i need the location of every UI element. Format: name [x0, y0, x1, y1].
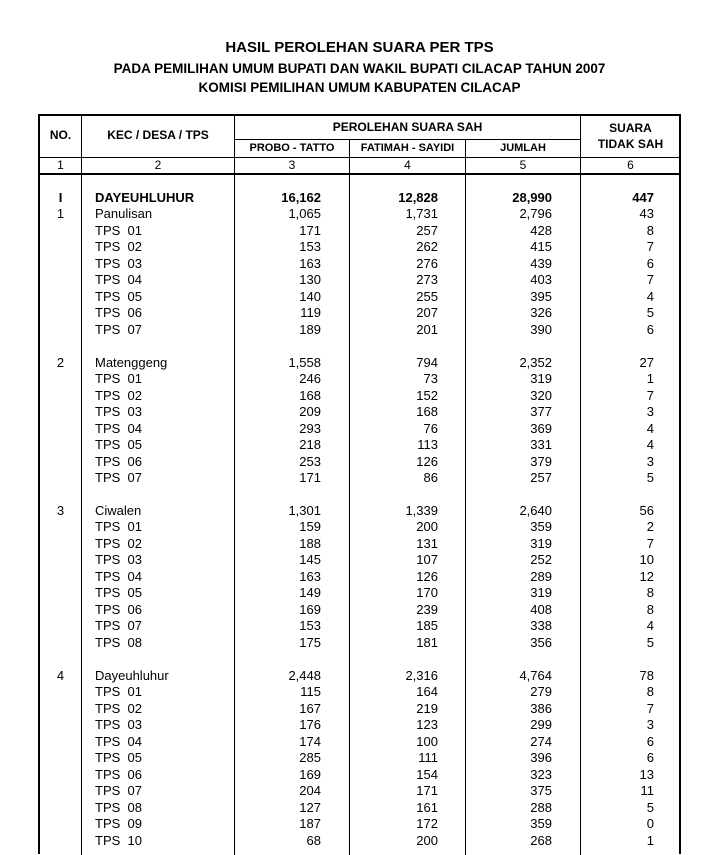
row-fatimah-sayidi: 126: [416, 568, 438, 584]
row-probo-tatto: 167: [299, 700, 321, 716]
row-name: TPS 10: [95, 832, 142, 848]
row-name: TPS 05: [95, 585, 142, 601]
row-name: TPS 07: [95, 321, 142, 337]
row-jumlah: 359: [530, 519, 552, 535]
row-tidak-sah: 5: [646, 470, 654, 486]
row-jumlah: 279: [530, 684, 552, 700]
row-no: 3: [56, 503, 65, 518]
row-no: [40, 272, 81, 289]
row-name: TPS 03: [95, 552, 142, 568]
row-tidak-sah: 8: [646, 585, 654, 601]
row-jumlah: 408: [530, 601, 552, 617]
row-name: TPS 08: [95, 799, 142, 815]
row-jumlah: 338: [530, 618, 552, 634]
row-tidak-sah: 3: [646, 404, 654, 420]
row-jumlah: 403: [530, 272, 552, 288]
row-fatimah-sayidi: 111: [418, 750, 438, 766]
row-fatimah-sayidi: 154: [416, 766, 438, 782]
row-name: Matenggeng: [95, 355, 168, 370]
row-tidak-sah: 6: [646, 733, 654, 749]
row-no: [40, 223, 81, 240]
row-tidak-sah: 5: [646, 799, 654, 815]
row-fatimah-sayidi: 200: [416, 832, 438, 848]
row-probo-tatto: 163: [299, 568, 321, 584]
row-tidak-sah: 3: [646, 453, 654, 469]
row-name: TPS 06: [95, 601, 142, 617]
row-no: [40, 585, 81, 602]
row-no: 1: [56, 206, 65, 222]
row-no: [40, 783, 81, 800]
row-jumlah: 369: [530, 420, 552, 436]
row-tidak-sah: 4: [646, 618, 654, 634]
row-fatimah-sayidi: 794: [416, 355, 438, 370]
row-name: Dayeuhluhur: [95, 668, 169, 683]
colnum: 3: [288, 158, 296, 172]
row-tidak-sah: 4: [646, 437, 654, 453]
row-jumlah: 390: [530, 321, 552, 337]
row-tidak-sah: 4: [646, 288, 654, 304]
row-probo-tatto: 218: [299, 437, 321, 453]
row-jumlah: 356: [530, 634, 552, 650]
row-no: [40, 454, 81, 471]
row-jumlah: 386: [530, 700, 552, 716]
row-fatimah-sayidi: 168: [416, 404, 438, 420]
row-jumlah: 415: [530, 239, 552, 255]
row-no: [40, 701, 81, 718]
row-fatimah-sayidi: 255: [416, 288, 438, 304]
row-fatimah-sayidi: 86: [423, 470, 438, 486]
row-probo-tatto: 174: [299, 733, 321, 749]
row-jumlah: 257: [530, 470, 552, 486]
row-probo-tatto: 153: [299, 618, 321, 634]
row-no: [40, 305, 81, 322]
row-probo-tatto: 171: [299, 222, 321, 238]
row-no: [40, 717, 81, 734]
row-probo-tatto: 149: [299, 585, 321, 601]
colnum-line: [39, 173, 680, 175]
row-probo-tatto: 1,558: [288, 355, 321, 370]
row-fatimah-sayidi: 201: [416, 321, 438, 337]
row-fatimah-sayidi: 219: [416, 700, 438, 716]
row-no: [40, 816, 81, 833]
row-fatimah-sayidi: 273: [416, 272, 438, 288]
row-name: Ciwalen: [95, 503, 142, 518]
row-tidak-sah: 0: [646, 816, 654, 832]
row-probo-tatto: 293: [299, 420, 321, 436]
row-no: [40, 618, 81, 635]
row-no: [40, 552, 81, 569]
title-line-1: HASIL PEROLEHAN SUARA PER TPS: [225, 39, 494, 56]
row-probo-tatto: 145: [299, 552, 321, 568]
row-fatimah-sayidi: 100: [416, 733, 438, 749]
row-fatimah-sayidi: 2,316: [405, 668, 438, 683]
row-name: TPS 04: [95, 272, 142, 288]
row-name: TPS 06: [95, 766, 142, 782]
row-name: Panulisan: [95, 206, 153, 222]
row-tidak-sah: 7: [646, 535, 654, 551]
row-tidak-sah: 56: [639, 503, 654, 518]
row-probo-tatto: 140: [299, 288, 321, 304]
row-name: TPS 04: [95, 733, 142, 749]
row-fatimah-sayidi: 200: [416, 519, 438, 535]
row-tidak-sah: 7: [646, 700, 654, 716]
row-no: [40, 421, 81, 438]
row-no: [40, 437, 81, 454]
row-tidak-sah: 7: [646, 272, 654, 288]
row-no: [40, 519, 81, 536]
row-name: TPS 05: [95, 288, 142, 304]
row-no: [40, 800, 81, 817]
row-jumlah: 319: [530, 585, 552, 601]
colnum: 5: [519, 158, 527, 172]
row-jumlah: 319: [530, 371, 552, 387]
col-divider: [81, 115, 82, 855]
header-kec: KEC / DESA / TPS: [107, 128, 209, 142]
row-jumlah: 428: [530, 222, 552, 238]
row-name: TPS 07: [95, 618, 142, 634]
header-perolehan: PEROLEHAN SUARA SAH: [332, 120, 483, 134]
row-probo-tatto: 187: [299, 816, 321, 832]
row-probo-tatto: 171: [299, 470, 321, 486]
row-probo-tatto: 285: [299, 750, 321, 766]
row-tidak-sah: 1: [646, 832, 654, 848]
row-no: [40, 470, 81, 487]
row-fatimah-sayidi: 113: [417, 437, 438, 453]
row-name: TPS 03: [95, 255, 142, 271]
row-name: TPS 04: [95, 420, 142, 436]
row-jumlah: 268: [530, 832, 552, 848]
row-probo-tatto: 175: [299, 634, 321, 650]
row-name: TPS 01: [95, 684, 142, 700]
row-no: [40, 767, 81, 784]
row-no: [40, 635, 81, 652]
row-no: 4: [56, 668, 65, 683]
row-tidak-sah: 10: [639, 552, 654, 568]
colnum: 6: [627, 158, 634, 172]
row-no: 2: [56, 355, 65, 370]
row-no: [40, 256, 81, 273]
row-probo-tatto: 68: [306, 832, 321, 848]
row-jumlah: 323: [530, 766, 552, 782]
row-probo-tatto: 1,065: [288, 206, 321, 222]
row-no: [40, 239, 81, 256]
row-name: TPS 03: [95, 404, 142, 420]
row-tidak-sah: 43: [639, 206, 654, 222]
row-name: TPS 09: [95, 816, 142, 832]
row-tidak-sah: 5: [646, 634, 654, 650]
header-tidak-sah: TIDAK SAH: [597, 137, 664, 151]
row-jumlah: 439: [530, 255, 552, 271]
row-probo-tatto: 153: [299, 239, 321, 255]
row-probo-tatto: 176: [299, 717, 321, 733]
row-name: TPS 02: [95, 387, 142, 403]
row-name: TPS 08: [95, 634, 142, 650]
row-jumlah: 359: [530, 816, 552, 832]
row-probo-tatto: 1,301: [288, 503, 321, 518]
row-jumlah: 2,352: [519, 355, 552, 370]
row-name: TPS 01: [95, 222, 142, 238]
row-fatimah-sayidi: 276: [416, 255, 438, 271]
row-jumlah: 2,640: [519, 503, 552, 518]
row-probo-tatto: 159: [299, 519, 321, 535]
row-name: TPS 05: [95, 750, 142, 766]
row-fatimah-sayidi: 76: [423, 420, 438, 436]
row-jumlah: 2,796: [519, 206, 552, 222]
row-tidak-sah: 13: [639, 766, 654, 782]
row-probo-tatto: 130: [299, 272, 321, 288]
row-jumlah: 4,764: [519, 668, 552, 683]
row-fatimah-sayidi: 73: [423, 371, 438, 387]
row-probo-tatto: 127: [299, 799, 321, 815]
row-no: [40, 322, 81, 339]
row-fatimah-sayidi: 152: [416, 387, 438, 403]
row-fatimah-sayidi: 257: [416, 222, 438, 238]
row-jumlah: 377: [530, 404, 552, 420]
row-no: I: [58, 190, 63, 205]
row-fatimah-sayidi: 170: [416, 585, 438, 601]
row-no: [40, 536, 81, 553]
row-fatimah-sayidi: 207: [416, 305, 438, 321]
row-tidak-sah: 6: [646, 321, 654, 337]
row-probo-tatto: 119: [300, 305, 321, 321]
row-jumlah: 28,990: [512, 190, 552, 205]
row-fatimah-sayidi: 161: [416, 799, 438, 815]
row-jumlah: 375: [530, 783, 552, 799]
row-probo-tatto: 115: [300, 684, 321, 700]
row-no: [40, 404, 81, 421]
row-fatimah-sayidi: 164: [416, 684, 438, 700]
row-name: TPS 02: [95, 239, 142, 255]
row-jumlah: 289: [530, 568, 552, 584]
row-probo-tatto: 209: [299, 404, 321, 420]
row-probo-tatto: 2,448: [288, 668, 321, 683]
row-no: [40, 569, 81, 586]
row-jumlah: 299: [530, 717, 552, 733]
row-jumlah: 320: [530, 387, 552, 403]
row-name: TPS 02: [95, 700, 142, 716]
row-name: DAYEUHLUHUR: [95, 190, 195, 205]
row-fatimah-sayidi: 1,339: [405, 503, 438, 518]
row-name: TPS 05: [95, 437, 142, 453]
row-probo-tatto: 188: [299, 535, 321, 551]
row-jumlah: 288: [530, 799, 552, 815]
row-jumlah: 379: [530, 453, 552, 469]
row-tidak-sah: 1: [646, 371, 654, 387]
row-no: [40, 684, 81, 701]
row-no: [40, 371, 81, 388]
header-suara: SUARA: [609, 121, 652, 135]
row-probo-tatto: 168: [299, 387, 321, 403]
row-jumlah: 396: [530, 750, 552, 766]
title-line-3: KOMISI PEMILIHAN UMUM KABUPATEN CILACAP: [198, 80, 521, 95]
row-tidak-sah: 447: [632, 190, 654, 205]
row-tidak-sah: 2: [646, 519, 654, 535]
row-tidak-sah: 12: [639, 568, 654, 584]
row-probo-tatto: 189: [299, 321, 321, 337]
row-fatimah-sayidi: 181: [416, 634, 438, 650]
row-tidak-sah: 8: [646, 601, 654, 617]
header-probo: PROBO - TATTO: [249, 142, 335, 154]
row-name: TPS 01: [95, 371, 142, 387]
row-probo-tatto: 16,162: [281, 190, 321, 205]
header-no: NO.: [49, 128, 72, 142]
row-jumlah: 326: [530, 305, 552, 321]
header-jumlah: JUMLAH: [500, 142, 546, 154]
colnum: 4: [404, 158, 411, 172]
row-tidak-sah: 11: [640, 783, 654, 799]
row-jumlah: 319: [530, 535, 552, 551]
row-tidak-sah: 8: [646, 684, 654, 700]
row-name: TPS 04: [95, 568, 142, 584]
row-tidak-sah: 6: [646, 255, 654, 271]
row-fatimah-sayidi: 239: [416, 601, 438, 617]
row-tidak-sah: 5: [646, 305, 654, 321]
row-no: [40, 602, 81, 619]
row-no: [40, 289, 81, 306]
header-subline: [234, 139, 580, 140]
colnum: 1: [57, 158, 64, 172]
row-tidak-sah: 6: [646, 750, 654, 766]
row-no: [40, 388, 81, 405]
row-probo-tatto: 169: [299, 766, 321, 782]
row-name: TPS 07: [95, 470, 142, 486]
row-name: TPS 02: [95, 535, 142, 551]
row-tidak-sah: 3: [646, 717, 654, 733]
row-name: TPS 03: [95, 717, 142, 733]
row-tidak-sah: 8: [646, 222, 654, 238]
row-jumlah: 274: [530, 733, 552, 749]
header-fatimah: FATIMAH - SAYIDI: [360, 142, 455, 154]
row-jumlah: 252: [530, 552, 552, 568]
row-no: [40, 734, 81, 751]
row-no: [40, 750, 81, 767]
row-fatimah-sayidi: 12,828: [398, 190, 438, 205]
row-jumlah: 331: [530, 437, 552, 453]
row-fatimah-sayidi: 1,731: [405, 206, 438, 222]
row-name: TPS 06: [95, 453, 142, 469]
row-name: TPS 06: [95, 305, 142, 321]
row-probo-tatto: 163: [299, 255, 321, 271]
row-tidak-sah: 4: [646, 420, 654, 436]
row-fatimah-sayidi: 172: [416, 816, 438, 832]
row-name: TPS 01: [95, 519, 142, 535]
row-probo-tatto: 246: [299, 371, 321, 387]
row-tidak-sah: 78: [639, 668, 654, 683]
row-fatimah-sayidi: 123: [416, 717, 438, 733]
row-probo-tatto: 169: [299, 601, 321, 617]
row-jumlah: 395: [530, 288, 552, 304]
row-fatimah-sayidi: 262: [416, 239, 438, 255]
row-tidak-sah: 7: [646, 239, 654, 255]
row-probo-tatto: 204: [299, 783, 321, 799]
row-tidak-sah: 7: [646, 387, 654, 403]
row-fatimah-sayidi: 126: [416, 453, 438, 469]
row-fatimah-sayidi: 107: [416, 552, 438, 568]
row-probo-tatto: 253: [299, 453, 321, 469]
row-name: TPS 07: [95, 783, 142, 799]
colnum: 2: [154, 158, 162, 172]
row-fatimah-sayidi: 131: [416, 535, 438, 551]
row-fatimah-sayidi: 185: [416, 618, 438, 634]
row-tidak-sah: 27: [639, 355, 654, 370]
row-fatimah-sayidi: 171: [416, 783, 438, 799]
title-line-2: PADA PEMILIHAN UMUM BUPATI DAN WAKIL BUPATI CILACAP TAHUN 2007: [113, 61, 606, 76]
